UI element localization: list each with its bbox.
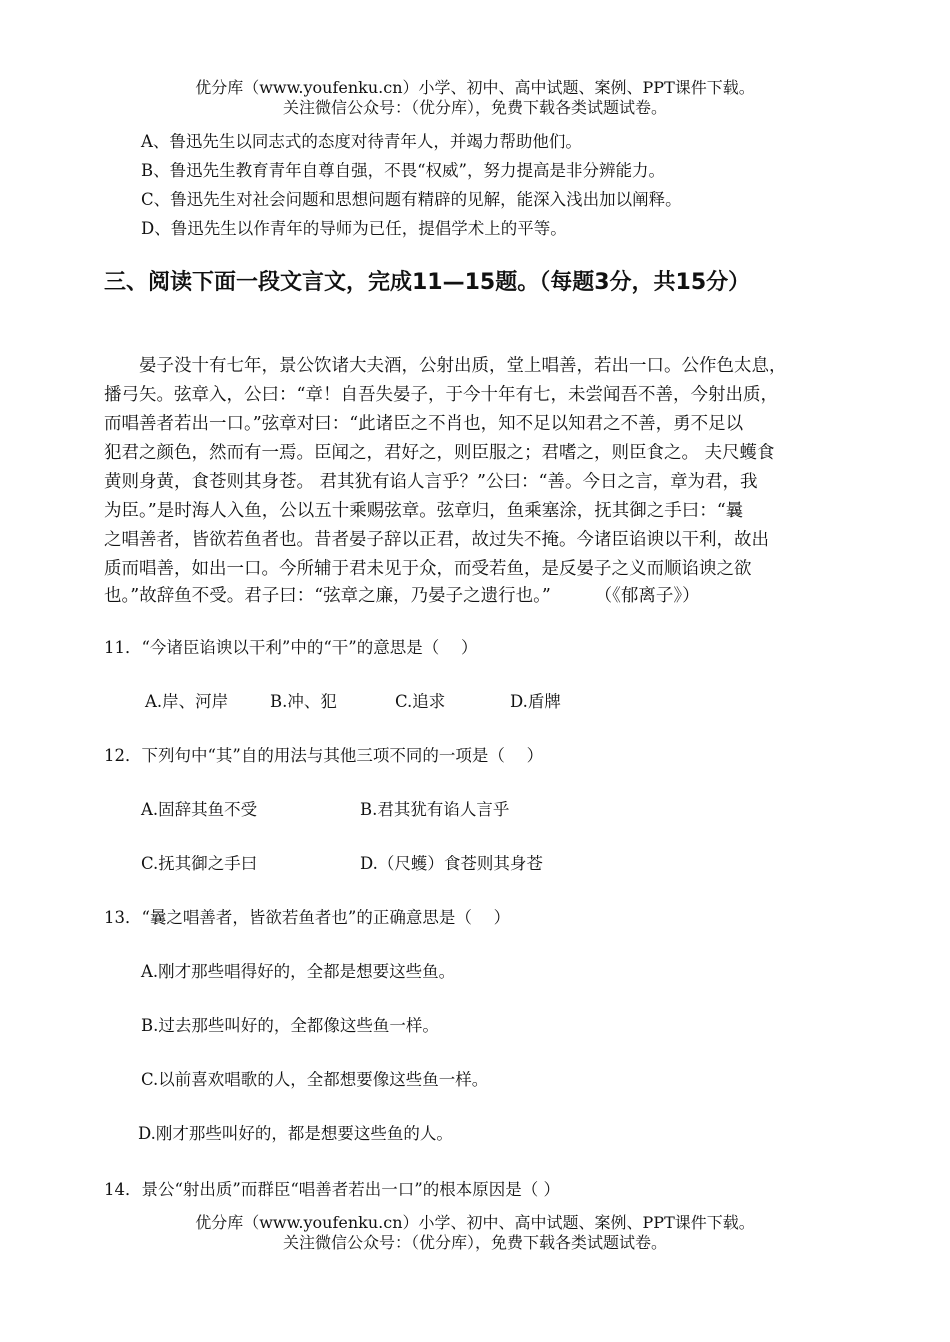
q11-option-c: C.追求 (395, 692, 446, 711)
passage-line: 质而唱善，如出一口。今所辅于君未见于众，而受若鱼，是反晏子之义而顺谄谀之欲 (104, 559, 752, 579)
q13-option-d: D.刚才那些叫好的，都是想要这些鱼的人。 (138, 1124, 453, 1143)
q11-option-d: D.盾牌 (510, 692, 561, 711)
passage-line: 也。”故辞鱼不受。君子曰：“弦章之廉，乃晏子之遗行也。” （《郁离子》） (104, 586, 700, 606)
q12-option-a: A.固辞其鱼不受 (141, 800, 258, 819)
section-title: 三、阅读下面一段文言文，完成11—15题。（每题3分，共15分） (104, 270, 751, 295)
question-14-stem: 14．景公“射出质”而群臣“唱善者若出一口”的根本原因是（ ） (104, 1180, 560, 1199)
q13-option-b: B.过去那些叫好的，全都像这些鱼一样。 (141, 1016, 439, 1035)
footer-line-2: 关注微信公众号：（优分库），免费下载各类试题试卷。 (282, 1233, 667, 1252)
passage-line: 而唱善者若出一口。”弦章对曰：“此诸臣之不肖也，知不足以知君之不善，勇不足以 (104, 414, 744, 434)
prev-option-b: B、鲁迅先生教育青年自尊自强，不畏“权威”，努力提高是非分辨能力。 (141, 161, 665, 180)
q13-option-c: C.以前喜欢唱歌的人，全都想要像这些鱼一样。 (141, 1070, 489, 1089)
passage-line: 播弓矢。弦章入，公曰：“章！自吾失晏子，于今十年有七，未尝闻吾不善，今射出质， (104, 385, 778, 405)
header-line-2: 关注微信公众号：（优分库），免费下载各类试题试卷。 (282, 98, 667, 117)
passage-line: 黄则身黄，食苍则其身苍。 君其犹有谄人言乎？”公曰：“善。今日之言，章为君，我 (104, 472, 758, 492)
q11-option-b: B.冲、犯 (270, 692, 337, 711)
q11-option-a: A.岸、河岸 (145, 692, 229, 711)
question-12-stem: 12．下列句中“其”自的用法与其他三项不同的一项是（ ） (104, 746, 544, 765)
passage-line: 为臣。”是时海人入鱼，公以五十乘赐弦章。弦章归，鱼乘塞涂，抚其御之手曰：“曩 (104, 501, 744, 521)
prev-option-a: A、鲁迅先生以同志式的态度对待青年人，并竭力帮助他们。 (141, 132, 582, 151)
footer-line-1: 优分库（www.youfenku.cn）小学、初中、高中试题、案例、PPT课件下载。 (195, 1213, 755, 1232)
passage-line: 之唱善者，皆欲若鱼者也。昔者晏子辞以正君，故过失不掩。今诸臣谄谀以干利，故出 (104, 530, 769, 550)
q12-option-d: D.（尺蠖）食苍则其身苍 (360, 854, 543, 873)
prev-option-c: C、鲁迅先生对社会问题和思想问题有精辟的见解，能深入浅出加以阐释。 (141, 190, 682, 209)
question-13-stem: 13．“曩之唱善者，皆欲若鱼者也”的正确意思是（ ） (104, 908, 511, 927)
q13-option-a: A.刚才那些唱得好的，全都是想要这些鱼。 (141, 962, 456, 981)
passage-line: 晏子没十有七年，景公饮诸大夫酒，公射出质，堂上唱善，若出一口。公作色太息， (104, 356, 787, 376)
q12-option-b: B.君其犹有谄人言乎 (360, 800, 510, 819)
passage-line: 犯君之颜色，然而有一焉。臣闻之，君好之，则臣服之；君嗜之，则臣食之。 夫尺蠖食 (104, 443, 775, 463)
question-11-stem: 11．“今诸臣谄谀以干利”中的“干”的意思是（ ） (104, 638, 478, 657)
q12-option-c: C.抚其御之手曰 (141, 854, 258, 873)
prev-option-d: D、鲁迅先生以作青年的导师为已任，提倡学术上的平等。 (141, 219, 567, 238)
header-line-1: 优分库（www.youfenku.cn）小学、初中、高中试题、案例、PPT课件下载。 (195, 78, 755, 97)
